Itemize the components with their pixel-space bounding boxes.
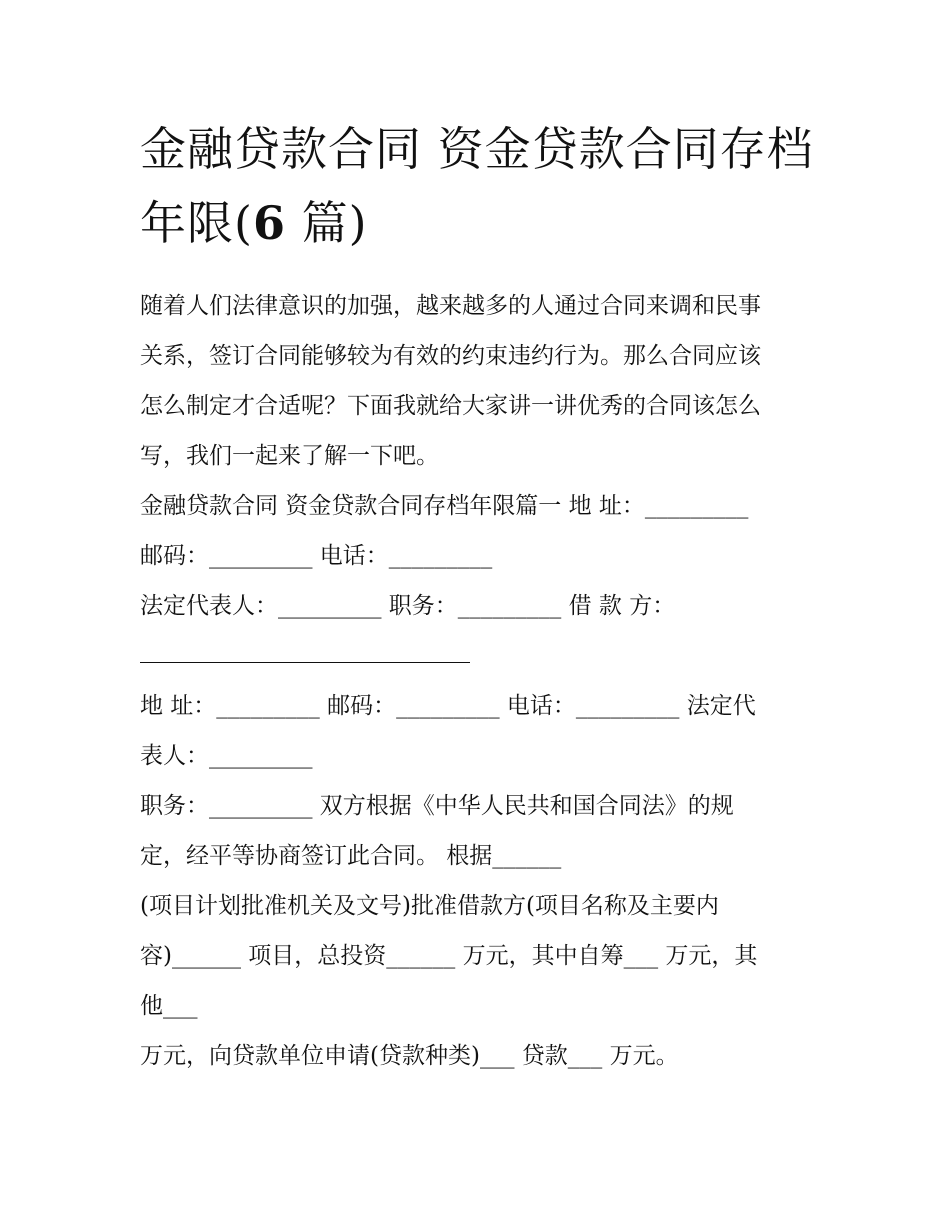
- intro-line: 写，我们一起来了解一下吧。: [140, 443, 439, 469]
- contract-line: 职务：_________ 双方根据《中华人民共和国合同法》的规: [140, 793, 734, 819]
- contract-line: 他___: [140, 993, 198, 1019]
- contract-line: 金融贷款合同 资金贷款合同存档年限篇一 地 址：_________: [140, 493, 749, 519]
- contract-line: 邮码：_________ 电话：_________: [140, 543, 493, 569]
- contract-line: 定，经平等协商签订此合同。 根据______: [140, 843, 562, 869]
- title-text-1: 金融贷款合同 资金贷款合同存档年限(: [140, 122, 814, 250]
- intro-line: 关系，签订合同能够较为有效的约束违约行为。那么合同应该: [140, 343, 761, 369]
- title-text-2: 篇): [285, 196, 368, 250]
- title-number: 6: [252, 196, 286, 250]
- intro-line: 随着人们法律意识的加强，越来越多的人通过合同来调和民事: [140, 293, 761, 319]
- contract-line: 容)______ 项目，总投资______ 万元，其中自筹___ 万元，其: [140, 943, 758, 969]
- intro-line: 怎么制定才合适呢？下面我就给大家讲一讲优秀的合同该怎么: [140, 393, 761, 419]
- contract-line: 法定代表人：_________ 职务：_________ 借 款 方：: [140, 593, 676, 619]
- contract-line: 万元，向贷款单位申请(贷款种类)___ 贷款___ 万元。: [140, 1043, 679, 1069]
- contract-line: 表人：_________: [140, 743, 313, 769]
- blank-line-row: [140, 631, 815, 681]
- document-title: [140, 112, 820, 260]
- contract-line: 地 址：_________ 邮码：_________ 电话：_________ 法定代: [140, 693, 756, 719]
- borrower-blank-line: [140, 642, 470, 663]
- document-body: [140, 281, 815, 1081]
- contract-line: (项目计划批准机关及文号)批准借款方(项目名称及主要内: [140, 893, 719, 919]
